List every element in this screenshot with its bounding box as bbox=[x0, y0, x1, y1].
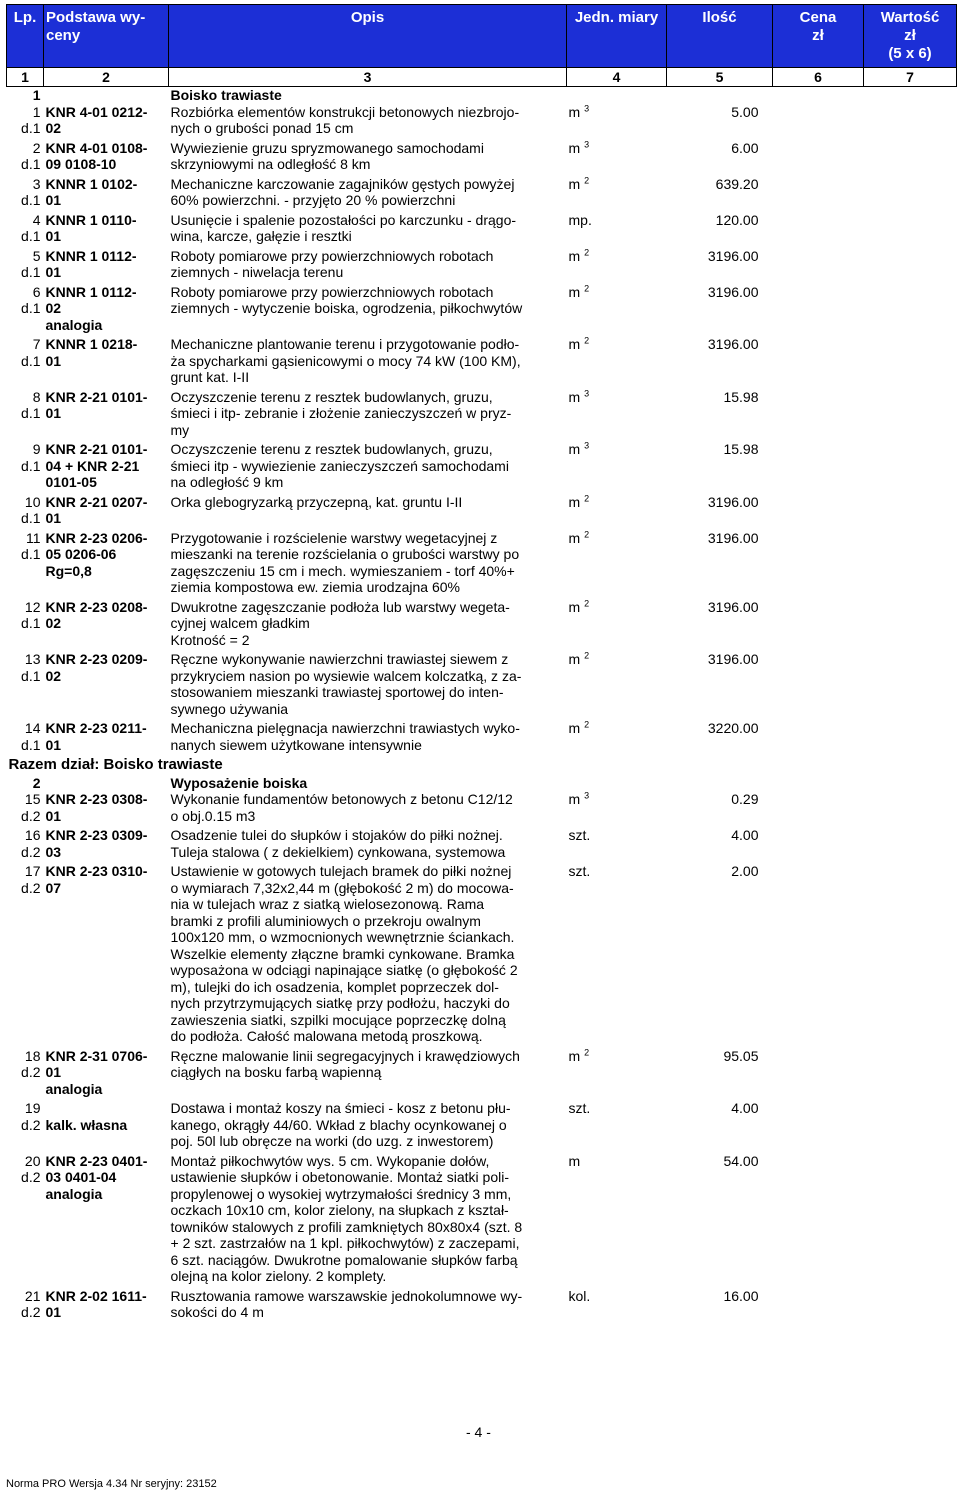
item-basis: kalk. własna bbox=[45, 1116, 128, 1133]
item-description: Wywiezienie gruzu spryzmowanego samochodami skrzyniowymi na odległość 8 km bbox=[170, 139, 484, 172]
section-spacer bbox=[44, 775, 169, 792]
section-number: 2 bbox=[32, 774, 41, 791]
section-row bbox=[7, 775, 957, 792]
item-basis: KNR 2-02 1611- 01 bbox=[45, 1287, 147, 1320]
item-lp: 20 d.2 bbox=[21, 1152, 41, 1185]
item-value bbox=[864, 720, 957, 756]
item-quantity: 3196.00 bbox=[707, 283, 759, 300]
item-basis: KNR 4-01 0108- 09 0108-10 bbox=[45, 139, 148, 172]
table-row bbox=[7, 336, 957, 389]
item-quantity: 15.98 bbox=[723, 441, 759, 457]
section-title: Boisko trawiaste bbox=[170, 87, 282, 103]
item-lp: 15 d.2 bbox=[21, 791, 41, 824]
item-description: Rozbiórka elementów konstrukcji betonowych niezbrojo- nych o grubości ponad 15 cm bbox=[170, 103, 520, 136]
table-row bbox=[7, 1048, 957, 1101]
section-row bbox=[7, 87, 957, 104]
item-quantity: 3196.00 bbox=[707, 529, 759, 546]
item-unit: mp. bbox=[568, 211, 592, 228]
unit-exponent: 3 bbox=[584, 440, 590, 451]
item-price bbox=[773, 104, 864, 140]
item-unit: szt. bbox=[568, 1100, 591, 1116]
item-lp: 17 d.2 bbox=[21, 863, 41, 896]
item-basis: KNNR 1 0112- 01 bbox=[45, 247, 137, 280]
item-value bbox=[864, 1288, 957, 1324]
item-description: Ustawienie w gotowych tulejach bramek do piłki nożnej o wymiarach 7,32x2,44 m (głębokość 2 m) do mocowa- nia w tulejach wraz z siatką wielosezonową. Rama bramki z profili aluminiowych o przekroju owalnym 100x120 mm, o wzmocnionych wewnętrznie ściankach. Wszelkie elementy złączne bramki cynkowane. Bramka wyposażona w odciągi napinające siatkę (o głębokość 2 m), tulejki do ich osadzenia, komplet poprzeczek dol- nych przytrzymujących siatkę przy podłożu, haczyki do zawieszenia siatki, szpilki mocujące poprzeczkę dolną do podłoża. Całość malowana metodą proszkową. bbox=[170, 863, 518, 1044]
item-lp: 6 d.1 bbox=[21, 283, 41, 316]
section-total-row bbox=[7, 756, 957, 775]
unit-exponent: 2 bbox=[584, 492, 590, 503]
item-value bbox=[864, 248, 957, 284]
item-lp: 8 d.1 bbox=[21, 388, 41, 421]
item-price bbox=[773, 530, 864, 599]
item-value bbox=[864, 104, 957, 140]
item-description: Ręczne wykonywanie nawierzchni trawiastej siewem z przykryciem nasion po wysiewie walcem kolczatką, z za- stosowaniem mieszanki trawiastej sportowej do inten- sywnego używania bbox=[170, 651, 522, 717]
header-value bbox=[864, 5, 957, 68]
item-lp: 4 d.1 bbox=[21, 211, 41, 244]
item-price bbox=[773, 389, 864, 442]
item-quantity: 0.29 bbox=[731, 791, 759, 807]
unit-exponent: 3 bbox=[584, 387, 590, 398]
unit-exponent: 2 bbox=[584, 597, 590, 608]
item-description: Oczyszczenie terenu z resztek budowlanych, gruzu, śmieci i itp- zebranie i złożenie zanieczyszczeń w pryz- my bbox=[170, 388, 512, 438]
item-lp: 14 d.1 bbox=[21, 720, 41, 753]
item-price bbox=[773, 827, 864, 863]
section-spacer bbox=[44, 87, 169, 104]
table-body bbox=[7, 87, 957, 1324]
column-number-row bbox=[7, 68, 957, 87]
header-price-label: Cena bbox=[799, 9, 837, 26]
unit-exponent: 2 bbox=[584, 650, 590, 661]
item-lp: 7 d.1 bbox=[21, 336, 41, 369]
table-row bbox=[7, 1153, 957, 1288]
unit-exponent: 2 bbox=[584, 719, 590, 730]
unit-exponent: 2 bbox=[584, 335, 590, 346]
item-quantity: 639.20 bbox=[715, 175, 759, 192]
item-basis: KNR 2-23 0310- 07 bbox=[45, 863, 148, 896]
item-quantity: 3220.00 bbox=[707, 720, 759, 736]
item-price bbox=[773, 1100, 864, 1153]
item-basis: KNR 2-21 0101- 04 + KNR 2-21 0101-05 bbox=[45, 441, 148, 490]
table-row bbox=[7, 1100, 957, 1153]
item-description: Montaż piłkochwytów wys. 5 cm. Wykopanie dołów, ustawienie słupków i obetonowanie. Montaż siatki poli- propylenowej o wysokiej wytrzymałości średnicy 3 mm, oczkach 10x10 cm, kolor zielony, na słupkach z kształ- towników stalowych z profili zamkniętych 80x80x4 (szt. 8 + 2 szt. zastrzałów na 1 kpl. piłkochwytów) z zaczepami, 6 szt. naciągów. Dwukrotne pomalowanie słupków farbą olejną na kolor zielony. 2 komplety. bbox=[170, 1152, 523, 1284]
item-unit: m $^2$ bbox=[568, 492, 590, 510]
item-lp: 21 d.2 bbox=[21, 1287, 41, 1320]
header-price bbox=[773, 5, 864, 68]
item-basis: KNR 2-23 0208- 02 bbox=[45, 598, 148, 631]
item-price bbox=[773, 863, 864, 1048]
item-basis: KNR 2-23 0401- 03 0401-04 analogia bbox=[45, 1152, 148, 1202]
col-number: 2 bbox=[44, 68, 169, 87]
item-description: Wykonanie fundamentów betonowych z betonu C12/12 o obj.0.15 m3 bbox=[170, 791, 513, 824]
item-lp: 18 d.2 bbox=[21, 1047, 41, 1080]
item-quantity: 15.98 bbox=[723, 388, 759, 405]
table-row bbox=[7, 720, 957, 756]
table-row bbox=[7, 791, 957, 827]
item-price bbox=[773, 336, 864, 389]
item-quantity: 3196.00 bbox=[707, 336, 759, 352]
unit-exponent: 3 bbox=[584, 102, 590, 113]
table-row bbox=[7, 284, 957, 337]
table-row bbox=[7, 1288, 957, 1324]
item-unit: m $^2$ bbox=[568, 174, 590, 192]
col-number: 4 bbox=[567, 68, 667, 87]
table-row bbox=[7, 212, 957, 248]
item-value bbox=[864, 599, 957, 652]
item-description: Osadzenie tulei do słupków i stojaków do piłki nożnej. Tuleja stalowa ( z dekielkiem) cynkowana, systemowa bbox=[170, 827, 506, 860]
item-description: Orka glebogryzarką przyczepną, kat. gruntu I-II bbox=[170, 493, 463, 510]
item-price bbox=[773, 1048, 864, 1101]
item-unit: m $^2$ bbox=[568, 597, 590, 615]
item-quantity: 3196.00 bbox=[707, 598, 759, 615]
item-lp: 5 d.1 bbox=[21, 247, 41, 280]
item-value bbox=[864, 791, 957, 827]
item-quantity: 5.00 bbox=[731, 103, 759, 120]
item-quantity: 95.05 bbox=[723, 1047, 759, 1064]
unit-exponent: 2 bbox=[584, 1046, 590, 1057]
item-basis: KNR 2-31 0706- 01 analogia bbox=[45, 1047, 148, 1097]
item-basis: KNR 2-21 0207- 01 bbox=[45, 493, 148, 526]
unit-exponent: 2 bbox=[584, 282, 590, 293]
item-basis: KNNR 1 0110- 01 bbox=[45, 211, 137, 244]
item-basis: KNR 2-21 0101- 01 bbox=[45, 388, 148, 421]
item-value bbox=[864, 140, 957, 176]
item-description: Mechaniczne plantowanie terenu i przygotowanie podło- ża spycharkami gąsienicowymi o mocy 74 kW (100 KM), grunt kat. I-II bbox=[170, 336, 521, 385]
table-row bbox=[7, 599, 957, 652]
item-value bbox=[864, 863, 957, 1048]
table-header bbox=[7, 5, 957, 68]
item-lp: 11 d.1 bbox=[21, 529, 41, 562]
item-price bbox=[773, 599, 864, 652]
item-unit: m $^2$ bbox=[568, 282, 590, 300]
item-price bbox=[773, 176, 864, 212]
item-value bbox=[864, 494, 957, 530]
table-row bbox=[7, 651, 957, 720]
item-description: Rusztowania ramowe warszawskie jednokolumnowe wy- sokości do 4 m bbox=[170, 1287, 523, 1320]
item-unit: szt. bbox=[568, 827, 591, 843]
item-description: Roboty pomiarowe przy powierzchniowych robotach ziemnych - niwelacja terenu bbox=[170, 247, 494, 280]
item-lp: 10 d.1 bbox=[21, 493, 41, 526]
header-quantity: Ilość bbox=[667, 5, 773, 68]
item-lp: 3 d.1 bbox=[21, 175, 41, 208]
header-description: Opis bbox=[169, 5, 567, 68]
item-basis: KNR 2-23 0309- 03 bbox=[45, 827, 148, 860]
footer-software-info: Norma PRO Wersja 4.34 Nr seryjny: 23152 bbox=[6, 1478, 217, 1490]
item-basis: KNR 2-23 0308- 01 bbox=[45, 791, 148, 824]
item-description: Mechaniczne karczowanie zagajników gęstych powyżej 60% powierzchni. - przyjęto 20 % powierzchni bbox=[170, 175, 515, 208]
item-basis: KNR 2-23 0206- 05 0206-06 Rg=0,8 bbox=[45, 529, 148, 579]
item-lp: 12 d.1 bbox=[21, 598, 41, 631]
item-lp: 9 d.1 bbox=[21, 441, 41, 474]
item-unit: m $^2$ bbox=[568, 719, 590, 736]
item-basis: KNNR 1 0102- 01 bbox=[45, 175, 138, 208]
unit-exponent: 3 bbox=[584, 790, 590, 801]
table-row bbox=[7, 389, 957, 442]
table-row bbox=[7, 176, 957, 212]
header-value-label: Wartość bbox=[880, 9, 940, 26]
item-description: Oczyszczenie terenu z resztek budowlanych, gruzu, śmieci itp - wywiezienie zanieczyszczeń samochodami na odległość 9 km bbox=[170, 441, 509, 490]
col-number: 6 bbox=[773, 68, 864, 87]
item-description: Usunięcie i spalenie pozostałości po karczunku - drągo- wina, karcze, gałęzie i resztki bbox=[170, 211, 517, 244]
header-value-currency: zł bbox=[904, 27, 916, 44]
item-price bbox=[773, 1288, 864, 1324]
item-quantity: 6.00 bbox=[731, 139, 759, 156]
item-price bbox=[773, 720, 864, 756]
item-quantity: 16.00 bbox=[723, 1287, 759, 1304]
col-number: 7 bbox=[864, 68, 957, 87]
item-quantity: 3196.00 bbox=[707, 247, 759, 264]
item-description: Dostawa i montaż koszy na śmieci - kosz z betonu płu- kanego, okrągły 44/60. Wkład z blachy ocynkowanej o poj. 50l lub obręcze na worki (do uzg. z inwestorem) bbox=[170, 1100, 511, 1149]
section-title: Wyposażenie boiska bbox=[170, 774, 308, 791]
item-quantity: 4.00 bbox=[731, 827, 759, 843]
item-description: Przygotowanie i rozścielenie warstwy wegetacyjnej z mieszanki na terenie rozścielania o grubości warstwy po zagęszczeniu 15 cm i mech. wymieszaniem - torf 40%+ ziemia kompostowa ew. ziemia urodzajna 60% bbox=[170, 529, 520, 595]
item-value bbox=[864, 530, 957, 599]
table-row bbox=[7, 441, 957, 494]
table-row bbox=[7, 494, 957, 530]
table-row bbox=[7, 248, 957, 284]
unit-exponent: 3 bbox=[584, 138, 590, 149]
table-row bbox=[7, 140, 957, 176]
item-unit: m $^3$ bbox=[568, 387, 590, 405]
item-quantity: 3196.00 bbox=[707, 651, 759, 667]
col-number: 3 bbox=[169, 68, 567, 87]
item-unit: m $^2$ bbox=[568, 246, 590, 264]
item-quantity: 120.00 bbox=[715, 211, 759, 228]
section-total-label: Razem dział: Boisko trawiaste bbox=[8, 756, 223, 773]
col-number: 5 bbox=[667, 68, 773, 87]
item-unit: m $^3$ bbox=[568, 440, 590, 457]
header-lp: Lp. bbox=[7, 5, 44, 68]
cost-estimate-table bbox=[6, 4, 957, 1324]
unit-exponent: 2 bbox=[584, 174, 590, 185]
item-unit: szt. bbox=[568, 863, 591, 879]
item-price bbox=[773, 494, 864, 530]
header-unit: Jedn. miary bbox=[567, 5, 667, 68]
item-value bbox=[864, 441, 957, 494]
item-value bbox=[864, 284, 957, 337]
item-description: Roboty pomiarowe przy powierzchniowych robotach ziemnych - wytyczenie boiska, ogrodzenia, piłkochwytów bbox=[170, 283, 523, 316]
table-row bbox=[7, 530, 957, 599]
item-value bbox=[864, 1048, 957, 1101]
item-unit: m $^2$ bbox=[568, 650, 590, 667]
section-number: 1 bbox=[32, 87, 41, 103]
header-value-formula: (5 x 6) bbox=[888, 45, 932, 62]
table-row bbox=[7, 863, 957, 1048]
item-unit: m $^3$ bbox=[568, 102, 590, 120]
item-basis: KNNR 1 0112- 02 analogia bbox=[45, 283, 137, 333]
item-lp: 1 d.1 bbox=[21, 103, 41, 136]
item-price bbox=[773, 248, 864, 284]
item-price bbox=[773, 284, 864, 337]
unit-exponent: 2 bbox=[584, 246, 590, 257]
item-basis: KNR 2-23 0209- 02 bbox=[45, 651, 148, 684]
item-price bbox=[773, 1153, 864, 1288]
item-lp: 13 d.1 bbox=[21, 651, 41, 684]
item-unit: m $^3$ bbox=[568, 138, 590, 156]
item-quantity: 3196.00 bbox=[707, 493, 759, 510]
item-value bbox=[864, 1100, 957, 1153]
item-value bbox=[864, 389, 957, 442]
item-unit: m $^2$ bbox=[568, 335, 590, 352]
item-value bbox=[864, 827, 957, 863]
item-quantity: 4.00 bbox=[731, 1100, 759, 1116]
item-quantity: 54.00 bbox=[723, 1152, 759, 1169]
item-unit: m bbox=[568, 1152, 581, 1169]
item-unit: kol. bbox=[568, 1287, 591, 1304]
item-price bbox=[773, 791, 864, 827]
item-unit: m $^2$ bbox=[568, 528, 590, 546]
item-description: Ręczne malowanie linii segregacyjnych i krawędziowych ciągłych na bosku farbą wapienną bbox=[170, 1047, 520, 1080]
item-value bbox=[864, 1153, 957, 1288]
item-value bbox=[864, 176, 957, 212]
item-description: Dwukrotne zagęszczanie podłoża lub warstwy wegeta- cyjnej walcem gładkim Krotność = 2 bbox=[170, 598, 510, 648]
table-row bbox=[7, 827, 957, 863]
item-value bbox=[864, 212, 957, 248]
item-quantity: 2.00 bbox=[731, 863, 759, 879]
item-basis: KNR 4-01 0212- 02 bbox=[45, 103, 148, 136]
item-lp: 19 d.2 bbox=[21, 1100, 41, 1133]
header-price-currency: zł bbox=[812, 27, 824, 44]
cost-estimate-page bbox=[6, 4, 956, 1324]
item-price bbox=[773, 212, 864, 248]
item-basis: KNR 2-23 0211- 01 bbox=[45, 720, 147, 753]
item-unit: m $^3$ bbox=[568, 790, 590, 807]
item-lp: 16 d.2 bbox=[21, 827, 41, 860]
header-basis: Podstawa wy-ceny bbox=[44, 5, 169, 68]
item-unit: m $^2$ bbox=[568, 1046, 590, 1064]
page-number: - 4 - bbox=[466, 1424, 491, 1440]
item-value bbox=[864, 651, 957, 720]
item-description: Mechaniczna pielęgnacja nawierzchni trawiastych wyko- nanych siewem użytkowane intensywnie bbox=[170, 720, 520, 753]
unit-exponent: 2 bbox=[584, 528, 590, 539]
col-number: 1 bbox=[7, 68, 44, 87]
item-price bbox=[773, 441, 864, 494]
item-value bbox=[864, 336, 957, 389]
item-price bbox=[773, 140, 864, 176]
item-lp: 2 d.1 bbox=[21, 139, 41, 172]
item-basis: KNNR 1 0218- 01 bbox=[45, 336, 138, 369]
item-price bbox=[773, 651, 864, 720]
table-row bbox=[7, 104, 957, 140]
